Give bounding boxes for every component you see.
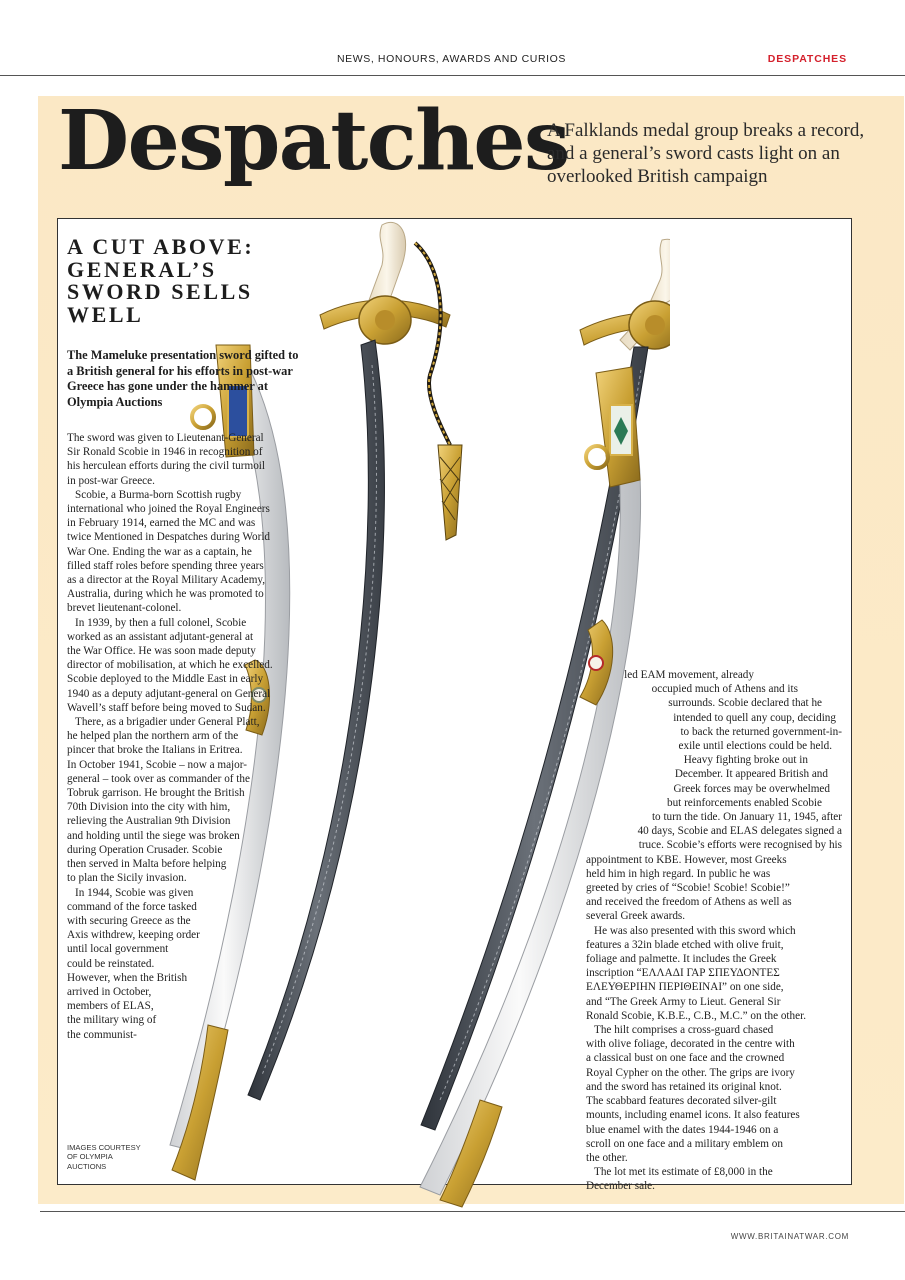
body-line: his herculean efforts during the civil turmoil xyxy=(67,460,266,473)
body-line: pincer that broke the Italians in Eritrea. xyxy=(67,744,243,757)
credit-line: IMAGES COURTESY xyxy=(67,1143,141,1152)
body-line: but reinforcements enabled Scobie xyxy=(666,796,822,809)
body-line: command of the force tasked xyxy=(67,900,197,913)
body-line: 70th Division into the city with him, xyxy=(67,801,231,814)
body-line: worked as an assistant adjutant-general at xyxy=(67,630,254,643)
body-line: with securing Greece as the xyxy=(67,914,191,927)
body-line: during Operation Crusader. Scobie xyxy=(67,843,223,856)
body-line: in post-war Greece. xyxy=(67,474,155,487)
section-label: DESPATCHES xyxy=(767,53,847,65)
body-line: intended to quell any coup, deciding xyxy=(673,711,836,724)
body-line: Ronald Scobie, K.B.E., C.B., M.C.” on the other. xyxy=(586,1009,807,1022)
body-line: inscription “ΕΛΛΑΔΙ ΓΑΡ ΣΠΕΥΔΟΝΤΕΣ xyxy=(586,967,780,980)
top-rule xyxy=(0,75,905,76)
body-line: and received the freedom of Athens as well as xyxy=(586,896,792,909)
body-line: ΕΛΕΥΘΕΡΙΗΝ ΠΕΡΙΘΕΙΝΑΙ” on one side, xyxy=(586,981,784,994)
body-line: In 1944, Scobie was given xyxy=(75,886,194,899)
body-line: several Greek awards. xyxy=(586,910,686,923)
image-credit xyxy=(67,1143,157,1171)
body-line: Axis withdrew, keeping order xyxy=(67,929,200,942)
masthead-title: Despatches xyxy=(58,93,569,189)
body-line: occupied much of Athens and its xyxy=(651,683,798,696)
running-head xyxy=(0,53,905,67)
body-line: surrounds. Scobie declared that he xyxy=(668,697,822,710)
body-column-right xyxy=(586,668,842,1194)
footer-url: WWW.BRITAINATWAR.COM xyxy=(730,1232,849,1241)
body-line: December. It appeared British and xyxy=(674,768,828,781)
body-line: scroll on one face and a military emblem on xyxy=(586,1137,783,1150)
body-line: War One. Ending the war as a captain, he xyxy=(67,545,252,558)
headline-line: SWORD SELLS xyxy=(67,279,253,304)
body-line: In 1939, by then a full colonel, Scobie xyxy=(75,616,247,629)
body-line: The hilt comprises a cross-guard chased xyxy=(594,1024,774,1037)
body-line: general – took over as commander of the xyxy=(67,772,250,785)
body-line: features a 32in blade etched with olive fruit, xyxy=(586,938,784,951)
body-line: and “The Greek Army to Lieut. General Sir xyxy=(586,995,781,1008)
body-line: In October 1941, Scobie – now a major- xyxy=(67,758,247,771)
body-line: the War Office. He was soon made deputy xyxy=(67,645,256,658)
body-line: Heavy fighting broke out in xyxy=(683,754,808,767)
body-line: then served in Malta before helping xyxy=(67,858,227,871)
body-line: exile until elections could be held. xyxy=(678,740,832,753)
body-line: as a director at the Royal Military Academy, xyxy=(67,574,266,587)
body-line: in February 1914, earned the MC and was xyxy=(67,517,256,530)
body-line: and the sword has retained its original knot. xyxy=(586,1080,782,1093)
body-line: the communist- xyxy=(67,1028,137,1041)
body-line: appointment to KBE. However, most Greeks xyxy=(586,853,787,866)
body-line: director of mobilisation, at which he excelled. xyxy=(67,659,273,672)
body-line: The sword was given to Lieutenant-General xyxy=(67,432,264,444)
body-line: foliage and palmette. It includes the Greek xyxy=(586,953,777,966)
credit-line: AUCTIONS xyxy=(67,1161,107,1171)
body-line: Royal Cypher on the other. The grips are ivory xyxy=(586,1066,795,1079)
body-line: The lot met its estimate of £8,000 in the xyxy=(594,1166,773,1179)
article-headline xyxy=(67,236,332,326)
body-line: to turn the tide. On January 11, 1945, after xyxy=(651,811,842,824)
body-line: Tobruk garrison. He brought the British xyxy=(67,787,245,800)
headline-line: A CUT ABOVE: xyxy=(67,234,255,259)
body-line: 40 days, Scobie and ELAS delegates signed a xyxy=(637,825,842,838)
headline-line: GENERAL’S xyxy=(67,256,217,282)
body-column-left xyxy=(67,431,307,1042)
body-line: 1940 as a deputy adjutant-general on General xyxy=(67,687,271,700)
body-line: to plan the Sicily invasion. xyxy=(67,872,187,885)
body-line: filled staff roles before spending three years xyxy=(67,559,264,572)
body-line: twice Mentioned in Despatches during World xyxy=(67,531,271,544)
body-line: the other. xyxy=(586,1151,628,1164)
credit-line: OF OLYMPIA xyxy=(67,1152,113,1162)
body-line: Scobie, a Burma-born Scottish rugby xyxy=(75,488,242,501)
article-deck: The Mameluke presentation sword gifted to a British general for his efforts in post-war Greece has gone under the hammer at Olympia Auctions xyxy=(67,348,299,409)
body-line: Sir Ronald Scobie in 1946 in recognition of xyxy=(67,446,263,459)
body-line: a classical bust on one face and the crowned xyxy=(586,1052,785,1065)
body-line: However, when the British xyxy=(67,971,188,984)
body-line: the military wing of xyxy=(67,1014,157,1027)
body-line: and holding until the siege was broken xyxy=(67,829,240,842)
body-line: brevet lieutenant-colonel. xyxy=(67,602,182,615)
body-line: The scabbard features decorated silver-gilt xyxy=(586,1095,777,1108)
body-line: held him in high regard. In public he was xyxy=(586,867,771,880)
body-line: members of ELAS, xyxy=(67,1000,154,1013)
body-line: blue enamel with the dates 1944-1946 on a xyxy=(586,1123,779,1136)
body-line: truce. Scobie’s efforts were recognised by his xyxy=(638,839,842,852)
standfirst: A Falklands medal group breaks a record, and a general’s sword casts light on an overlooked British campaign xyxy=(547,120,865,187)
body-line: Greek forces may be overwhelmed xyxy=(673,782,830,795)
body-line: mounts, including enamel icons. It also features xyxy=(586,1109,800,1122)
body-line: with olive foliage, decorated in the centre with xyxy=(586,1038,795,1051)
body-line: led EAM movement, already xyxy=(624,669,754,681)
body-line: There, as a brigadier under General Platt, xyxy=(75,716,260,729)
bottom-rule xyxy=(40,1211,905,1212)
body-line: Wavell’s staff before being moved to Sudan. xyxy=(67,701,266,714)
headline-line: WELL xyxy=(67,301,144,327)
body-line: Scobie deployed to the Middle East in early xyxy=(67,673,264,686)
running-title: NEWS, HONOURS, AWARDS AND CURIOS xyxy=(337,53,567,65)
body-line: international who joined the Royal Engineers xyxy=(67,503,270,516)
body-line: greeted by cries of “Scobie! Scobie! Scobie!” xyxy=(586,882,790,895)
body-line: December sale. xyxy=(586,1180,655,1193)
body-line: could be reinstated. xyxy=(67,957,155,970)
body-line: Australia, during which he was promoted to xyxy=(67,588,264,601)
body-line: He was also presented with this sword which xyxy=(594,924,796,937)
body-line: he helped plan the northern arm of the xyxy=(67,730,239,743)
body-line: arrived in October, xyxy=(67,985,152,998)
body-line: until local government xyxy=(67,943,169,956)
body-line: relieving the Australian 9th Division xyxy=(67,815,231,828)
body-line: to back the returned government-in- xyxy=(680,725,842,738)
